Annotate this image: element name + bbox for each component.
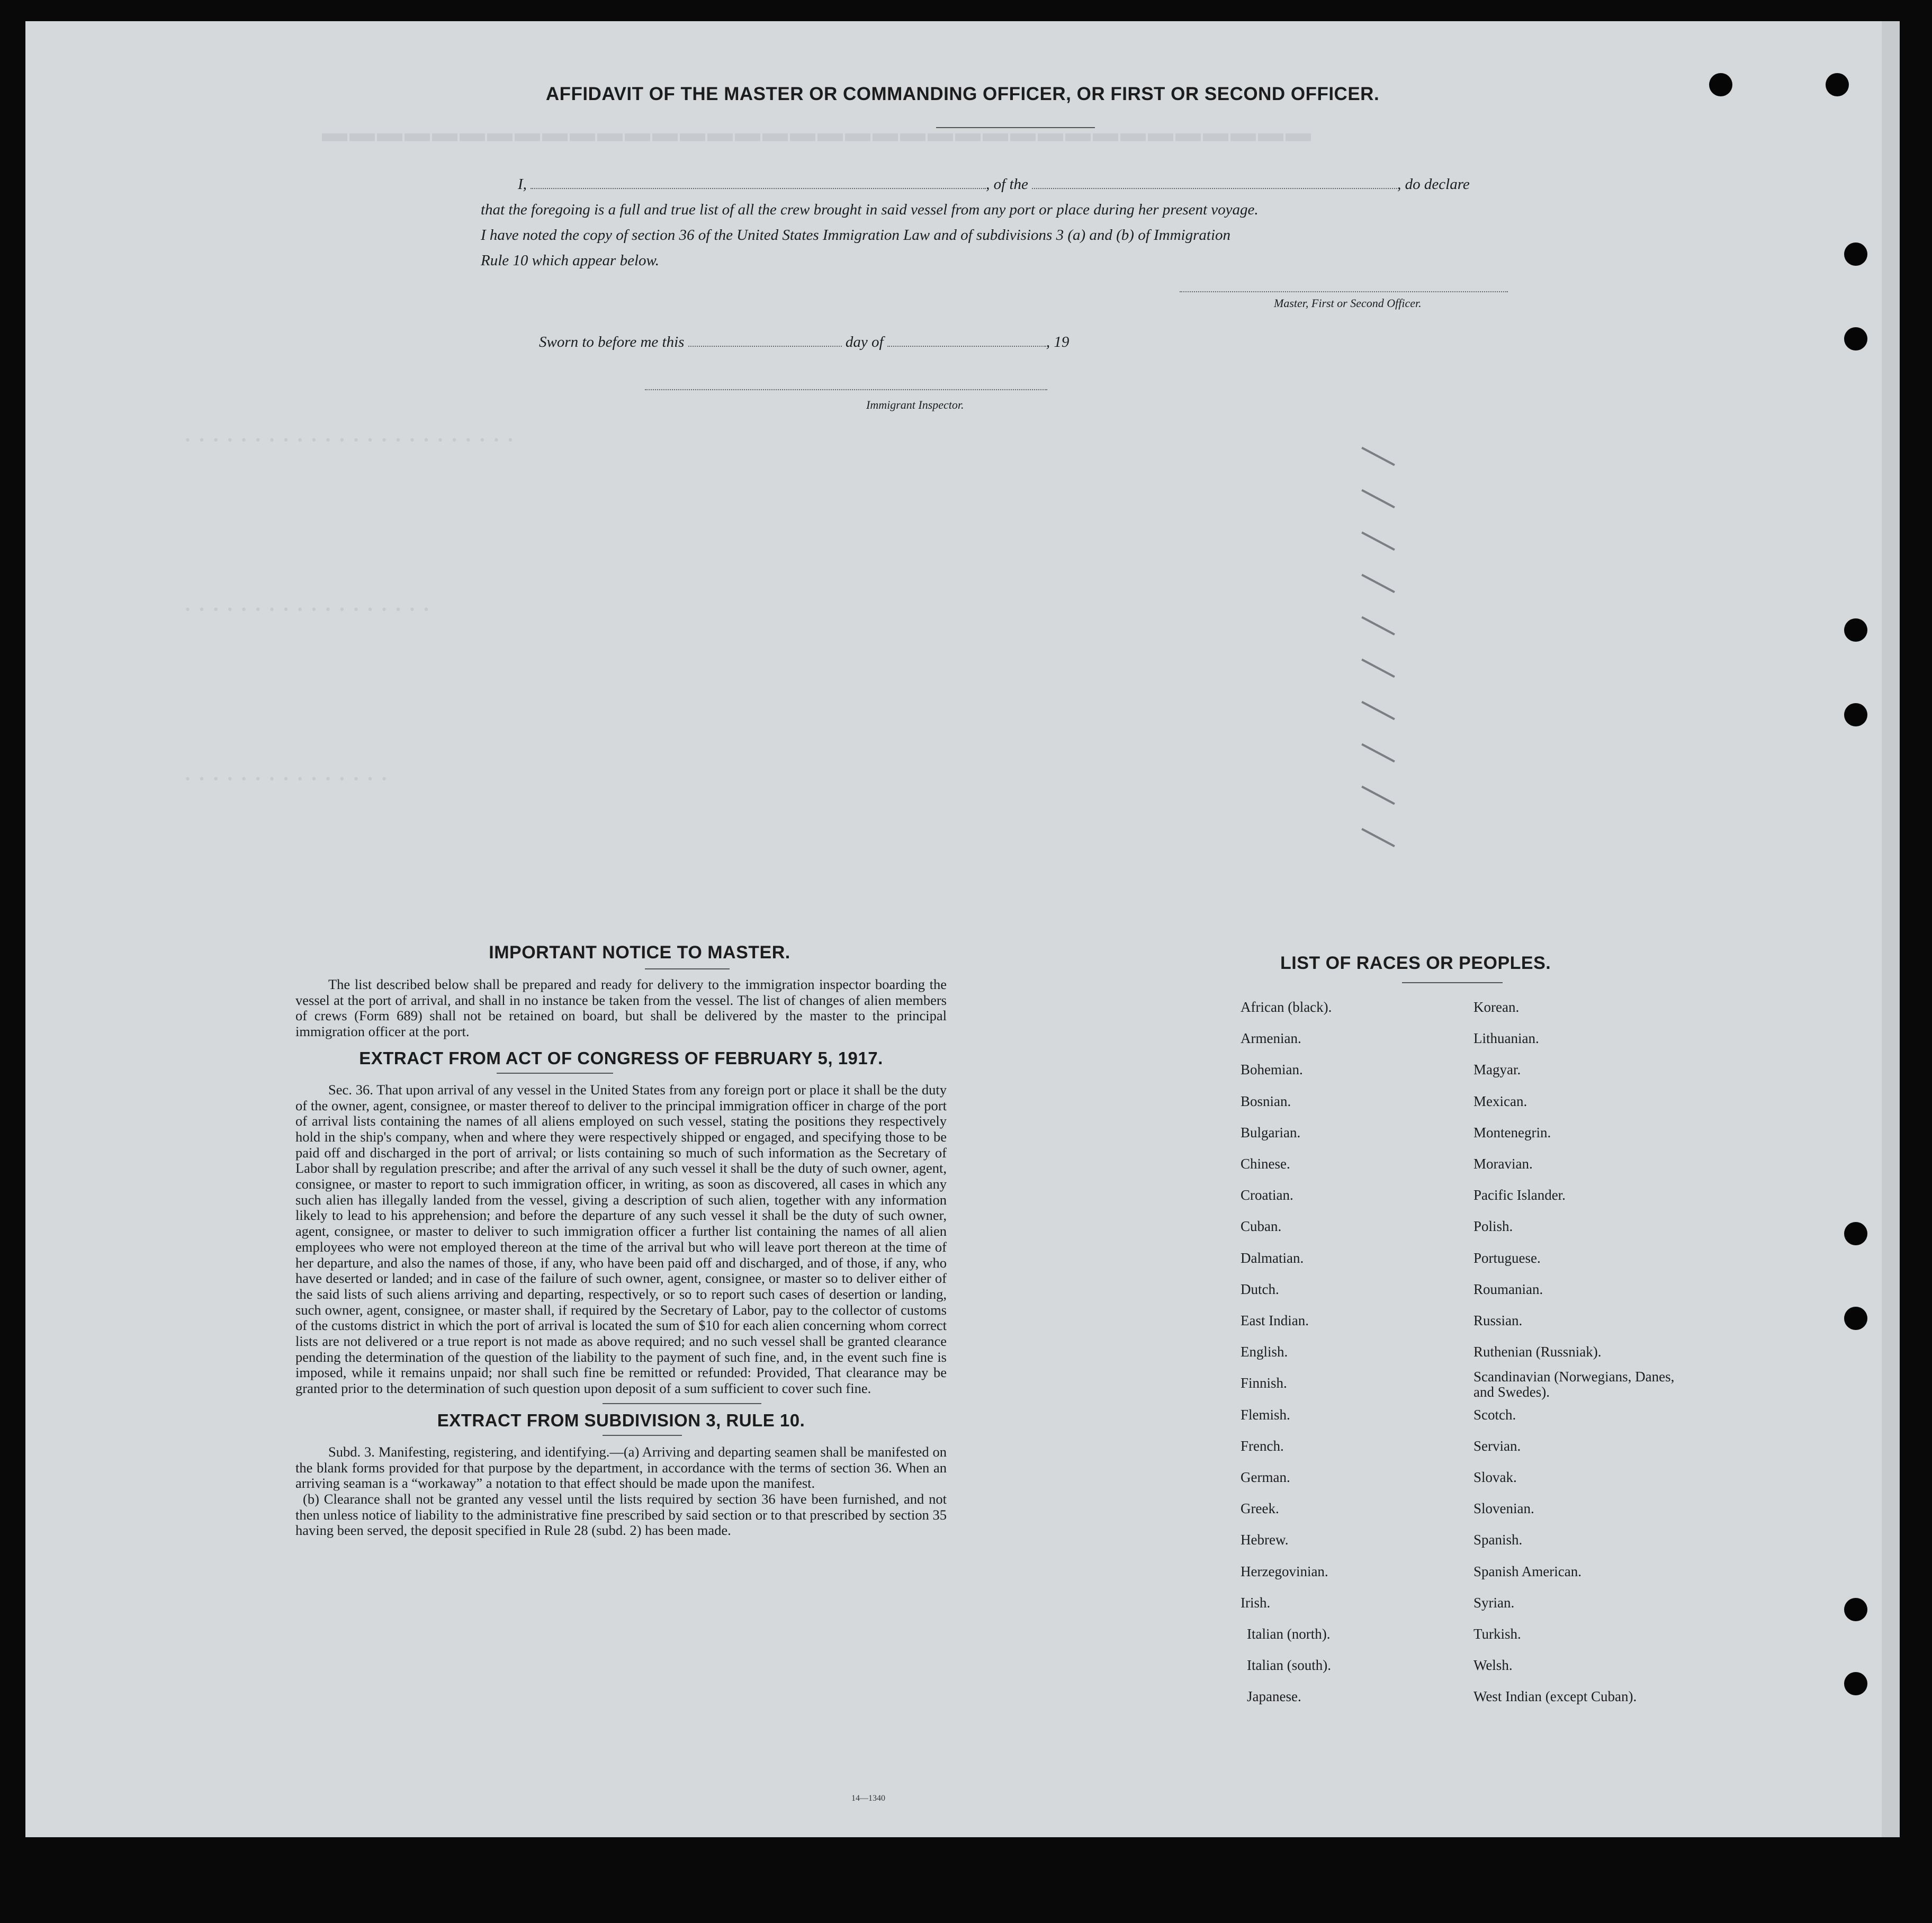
race-right-item: Welsh.	[1473, 1657, 1513, 1674]
race-left-item: Croatian.	[1241, 1187, 1293, 1203]
race-left-item: Dutch.	[1241, 1281, 1279, 1297]
bleed-through-heading: ▬▬▬▬▬▬▬▬▬▬▬▬▬▬▬▬▬▬▬▬▬▬▬▬▬▬▬▬▬▬▬▬▬▬▬▬	[322, 128, 1313, 156]
race-left-item: East Indian.	[1241, 1313, 1309, 1328]
race-left-item: Hebrew.	[1241, 1532, 1289, 1548]
act-extract-text: Sec. 36. That upon arrival of any vessel in the United States from any foreign port or place it shall be the duty of the owner, agent, consignee, or master thereof to deliver to the principal immigration officer in charge of the port of arrival lists containing the names of all aliens employed on such vessel, stating the positions they respectively hold in the ship's company, when and where they were respectively shipped or engaged, and specifying those to be paid off and discharged in the port of arrival; or lists containing so much of such information as the Secretary of Labor shall by regulation prescribe; and after the arrival of any such vessel it shall be the duty of such owner, agent, consignee, or master to report to such immigration officer, in writing, as soon as discovered, all cases in which any such alien has illegally landed from the vessel, giving a description of such alien, together with any information likely to lead to his apprehension; and before the departure of any such vessel it shall be the duty of such owner, agent, consignee, or master to deliver to such immigration officer a further list containing the names of all alien employees who were not employed thereon at the time of the arrival but who will leave port thereon at the time of her departure, and also the names of those, if any, who have been paid off and discharged, and of those, if any, who have deserted or landed; and in case of the failure of such owner, agent, consignee, or master so to deliver either of the said lists of such aliens arriving and departing, respectively, or so to report such cases of desertion or landing, such owner, agent, consignee, or master shall, if required by the Secretary of Labor, pay to the collector of customs of the customs district in which the port of arrival is located the sum of $10 for each alien concerning whom correct lists are not delivered or a true report is not made as above required; and no such vessel shall be granted clearance pending the determination of the question of the liability to the payment of such fine, and, in the event such fine is imposed, while it remains unpaid; nor shall such fine be remitted or refunded: Provided, That clearance may be granted prior to the determination of such question upon deposit of a sum sufficient to cover such fine.	[295, 1081, 947, 1397]
race-right-item: Ruthenian (Russniak).	[1473, 1344, 1602, 1360]
pen-mark	[1361, 659, 1395, 678]
race-right-item: Spanish.	[1473, 1532, 1523, 1548]
act-extract-title: EXTRACT FROM ACT OF CONGRESS OF FEBRUARY 5, 1917.	[359, 1048, 883, 1068]
affidavit-title: AFFIDAVIT OF THE MASTER OR COMMANDING OFFICER, OR FIRST OR SECOND OFFICER.	[545, 84, 1380, 104]
notice-text: The list described below shall be prepared and ready for delivery to the immigration inspector boarding the vessel at the port of arrival, and shall in no instance be taken from the vessel. The list of changes of alien members of crews (Form 689) shall not be retained on board, but shall be delivered by the master to the principal immigration officer at the port.	[295, 976, 947, 1040]
master-signature-label: Master, First or Second Officer.	[1274, 296, 1422, 310]
pen-mark	[1361, 574, 1395, 593]
race-left-item: English.	[1241, 1344, 1288, 1360]
race-left-item: Bulgarian.	[1241, 1124, 1301, 1140]
race-left-item: Italian (north).	[1247, 1626, 1331, 1642]
page-edge	[1882, 21, 1900, 1837]
inspector-signature-field[interactable]	[645, 389, 1047, 390]
sworn-year: , 19	[1046, 334, 1070, 351]
race-right-item: West Indian (except Cuban).	[1473, 1688, 1637, 1705]
punch-hole	[1844, 1222, 1867, 1245]
master-signature-field[interactable]	[1180, 291, 1508, 292]
race-right-item: Turkish.	[1473, 1626, 1521, 1642]
race-left-item: Herzegovinian.	[1241, 1563, 1328, 1579]
race-left-item: Irish.	[1241, 1594, 1271, 1611]
rule-extract-title: EXTRACT FROM SUBDIVISION 3, RULE 10.	[437, 1410, 805, 1430]
punch-hole	[1844, 1307, 1867, 1330]
sworn-start: Sworn to before me this	[539, 334, 685, 351]
affidavit-line-3: I have noted the copy of section 36 of the United States Immigration Law and of subdivisions 3 (a) and (b) of Immigration	[481, 227, 1231, 244]
race-left-item: African (black).	[1241, 999, 1332, 1015]
race-left-item: Chinese.	[1241, 1156, 1290, 1172]
affidavit-line-4: Rule 10 which appear below.	[481, 252, 659, 269]
race-right-item: Pacific Islander.	[1473, 1187, 1566, 1203]
sworn-day-of: day of	[845, 334, 884, 351]
pen-mark	[1361, 743, 1395, 762]
race-right-item: Korean.	[1473, 999, 1520, 1015]
race-left-item: Armenian.	[1241, 1030, 1301, 1047]
sworn-day-field[interactable]	[688, 346, 842, 347]
declaration-i: I,	[518, 176, 527, 193]
race-left-item: Finnish.	[1241, 1375, 1287, 1391]
affidavit-line-2: that the foregoing is a full and true list of all the crew brought in said vessel from any port or place during her present voyage.	[481, 201, 1259, 218]
race-left-item: German.	[1241, 1469, 1290, 1485]
race-right-item: Spanish American.	[1473, 1563, 1581, 1579]
rule-extract-para-a: Subd. 3. Manifesting, registering, and identifying.—(a) Arriving and departing seamen shall be manifested on the blank forms provided for that purpose by the department, in accordance with the terms of section 36. When an arriving seaman is a “workaway” a notation to that effect should be made upon the manifest.	[295, 1443, 947, 1491]
declaration-of-the: , of the	[986, 176, 1028, 193]
punch-hole	[1844, 703, 1867, 726]
race-left-item: Flemish.	[1241, 1406, 1290, 1423]
race-left-item: Greek.	[1241, 1500, 1279, 1517]
race-right-item: Slovak.	[1473, 1469, 1517, 1485]
race-right-item: Magyar.	[1473, 1062, 1521, 1078]
inspector-signature-label: Immigrant Inspector.	[866, 398, 964, 411]
notice-column	[295, 942, 947, 1539]
race-right-item: Scandinavian (Norwegians, Danes, and Swedes).	[1473, 1369, 1675, 1400]
punch-hole	[1844, 1598, 1867, 1621]
punch-hole	[1844, 242, 1867, 266]
form-number: 14—1340	[851, 1794, 885, 1803]
pen-mark	[1361, 828, 1395, 847]
manifest-page: ▬▬▬▬▬▬▬▬▬▬▬▬▬▬▬▬▬▬▬▬▬▬▬▬▬▬▬▬▬▬▬▬▬▬▬▬ • • • • • • • • • • • • • • • • • • • • • • • • • • • • • • • • • • • • • • • • • • • • • • • • • • • • • • • • • AFFIDAVIT OF THE MASTER OR COMMANDING OFFICER, OR FIRST OR SECOND OFFICER. I, , of the , do declare that the foregoing is a full and true list of all the crew brought in said vessel from any port or place during her present voyage. I have noted the copy of section 36 of the United States Immigration Law and of subdivisions 3 (a) and (b) of Immigration Rule 10 which appear below. Master, First or Second Officer. Sworn to before me this day of , 19 Immigrant Inspector. IMPORTANT NOTICE TO MASTER. The list described below shall be prepared and ready for delivery to the immigration inspector boarding the vessel at the port of arrival, and shall in no instance be taken from the vessel. The list of changes of alien members of crews (Form 689) shall not be retained on board, but shall be delivered by the master to the principal immigration officer at the port. EXTRACT FROM ACT OF CONGRESS OF FEBRUARY 5, 1917. Sec. 36. That upon arrival of any vessel in the United States from any foreign port or place it shall be the duty of the owner, agent, consignee, or master thereof to deliver to the principal immigration officer in charge of the port of arrival lists containing the names of all aliens employed on such vessel, stating the positions they respectively hold in the ship's company, when and where they were respectively shipped or engaged, and specifying those to be paid off and discharged in the port of arrival; or lists containing so much of such information as the Secretary of Labor shall by regulation prescribe; and after the arrival of any such vessel it shall be the duty of such owner, agent, consignee, or master to report to such immigration officer, in writing, as soon as discovered, all cases in which any such alien has illegally landed from the vessel, giving a description of such alien, together with any information likely to lead to his apprehension; and before the departure of any such vessel it shall be the duty of such owner, agent, consignee, or master to deliver to such immigration officer a further list containing the names of all alien employees who were not employed thereon at the time of the arrival but who will leave port thereon at the time of her departure, and also the names of those, if any, who have been paid off and discharged, and of those, if any, who have deserted or landed; and in case of the failure of such owner, agent, consignee, or master so to deliver either of the said lists of such aliens arriving and departing, respectively, or so to report such cases of desertion or landing, such owner, agent, consignee, or master shall, if required by the Secretary of Labor, pay to the collector of customs of the customs district in which the port of arrival is located the sum of $10 for each alien concerning whom correct lists are not delivered or a true report is not made as above required; and no such vessel shall be granted clearance pending the determination of the question of the liability to the payment of such fine, and, in the event such fine is imposed, while it remains unpaid; nor shall such fine be remitted or refunded: Provided, That clearance may be granted prior to the determination of such question upon deposit of a sum sufficient to cover such fine. EXTRACT FROM SUBDIVISION 3, RULE 10. Subd. 3. Manifesting, registering, and identifying.—(a) Arriving and departing seamen shall be manifested on the blank forms provided for that purpose by the department, in accordance with the terms of section 36. When an arriving seaman is a “workaway” a notation to that effect should be made upon the manifest. (b) Clearance shall not be granted any vessel until the lists required by section 36 have been furnished, and not then unless notice of liability to the administrative fine prescribed by said section or to that prescribed by section 35 having been served, the deposit specified in Rule 28 (subd. 2) has been made. 14—1340 LIST OF RACES OR PEOPLES. African (black). Armenian. Bohemian. Bosnian. Bulgarian. Chinese. Croatian. Cuban. Dalmatian. Dutch. East Indian. English. Finnish. Flemish. French. German. Greek. Hebrew. Herzegovinian. Irish. Italian (north). Italian (south). Japanese. Korean. Lithuanian. Magyar. Mexican. Montenegrin. Moravian. Pacific Islander. Polish. Portuguese. Roumanian. Russian. Ruthenian (Russniak). Scandinavian (Norwegians, Danes, and Swedes). Scotch. Servian. Slovak. Slovenian. Spanish. Spanish American. Syrian. Turkish. Welsh. West Indian (except Cuban).	[25, 21, 1900, 1837]
race-left-item: Cuban.	[1241, 1218, 1282, 1235]
race-right-item: Scotch.	[1473, 1406, 1516, 1423]
race-left-item: Dalmatian.	[1241, 1250, 1304, 1266]
race-right-item: Portuguese.	[1473, 1250, 1541, 1266]
pen-mark	[1361, 447, 1395, 466]
affidavit-declaration-line	[518, 176, 1470, 193]
race-right-item: Slovenian.	[1473, 1500, 1534, 1517]
sworn-month-field[interactable]	[887, 346, 1046, 347]
race-right-item: Polish.	[1473, 1218, 1513, 1235]
race-right-item: Lithuanian.	[1473, 1030, 1539, 1047]
punch-hole	[1844, 618, 1867, 642]
race-right-item: Mexican.	[1473, 1093, 1527, 1109]
declaration-do-declare: , do declare	[1397, 176, 1470, 193]
pen-mark	[1361, 489, 1395, 508]
punch-hole	[1844, 327, 1867, 351]
race-left-item: Bohemian.	[1241, 1062, 1303, 1078]
race-right-item: Servian.	[1473, 1437, 1521, 1454]
races-title: LIST OF RACES OR PEOPLES.	[1280, 953, 1551, 973]
race-right-item: Syrian.	[1473, 1594, 1515, 1611]
pen-mark	[1361, 532, 1395, 551]
pen-mark	[1361, 786, 1395, 805]
race-left-item: Japanese.	[1247, 1688, 1301, 1705]
race-left-item: Italian (south).	[1247, 1657, 1331, 1674]
rule-extract-para-b: (b) Clearance shall not be granted any vessel until the lists required by section 36 have been furnished, and not then unless notice of liability to the administrative fine prescribed by said section or to that prescribed by section 35 having been served, the deposit specified in Rule 28 (subd. 2) has been made.	[295, 1490, 947, 1539]
punch-hole	[1844, 1672, 1867, 1695]
notice-title: IMPORTANT NOTICE TO MASTER.	[489, 942, 790, 963]
officer-name-field[interactable]	[531, 188, 986, 189]
sworn-line	[539, 334, 1069, 351]
race-right-item: Montenegrin.	[1473, 1124, 1551, 1140]
vessel-name-field[interactable]	[1032, 188, 1397, 189]
race-left-item: Bosnian.	[1241, 1093, 1291, 1109]
pen-mark	[1361, 701, 1395, 720]
pen-mark	[1361, 616, 1395, 635]
race-right-item: Russian.	[1473, 1313, 1523, 1328]
race-left-item: French.	[1241, 1437, 1284, 1454]
race-right-item: Roumanian.	[1473, 1281, 1543, 1297]
race-right-item: Moravian.	[1473, 1156, 1533, 1172]
